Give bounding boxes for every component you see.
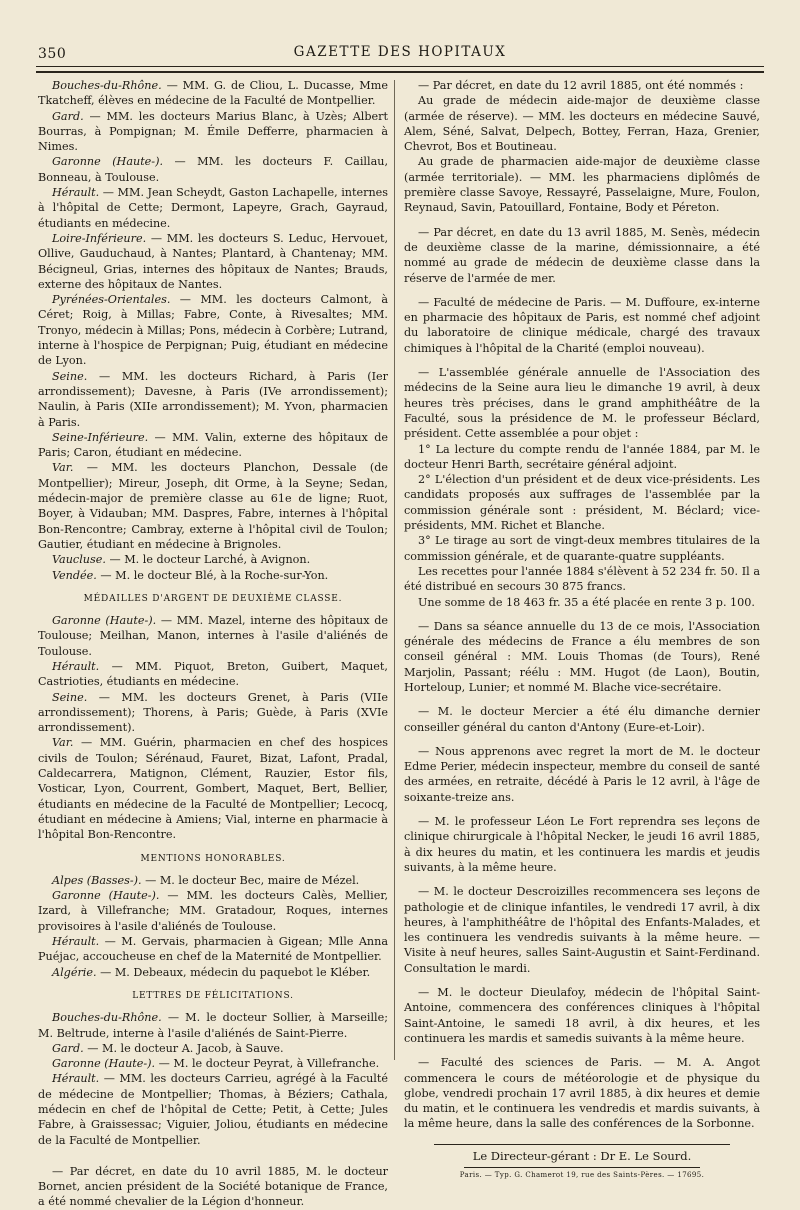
entry-text: — M. Gervais, pharmacien à Gigean; Mlle Anna Puéjac, accoucheuse en chef de la Maternité de Montpellier.: [38, 935, 388, 964]
award-entry: [38, 109, 388, 155]
header-rule: [36, 66, 764, 67]
journal-title: GAZETTE DES HOPITAUX: [293, 44, 507, 60]
signature-rule: [434, 1144, 730, 1145]
entry-text: — M. le docteur Blé, à la Roche-sur-Yon.: [96, 568, 329, 582]
entry-region: Var.: [52, 461, 74, 475]
entry-text: — MM. les docteurs Planchon, Dessale (de Montpellier); Mireur, Joseph, dit Orme, à la Seyne; Sedan, médecin-major de première classe au 61e de ligne; Ruot, Boyer, à Vidauban; MM. Daspres, Fabre, internes à l'hôpital Bon-Rencontre; Cambray, externe à l'hôpital civil de Toulon; Gautier, étudiant en médecine à Brignoles.: [38, 461, 388, 551]
entry-region: Alpes (Basses-).: [52, 873, 142, 887]
header-rule-thick: [36, 71, 764, 73]
news-paragraph: — M. le docteur Descroizilles recommencera ses leçons de pathologie et de clinique infantiles, le vendredi 17 avril, à dix heures, à l'amphithéâtre de l'hôpital des Enfants-Malades, et les continuera les vendredis suivants à la même heure. — Visite à neuf heures, salles Saint-Augustin et Saint-Ferdinand. Consultation le mardi.: [404, 885, 760, 975]
entry-text: — MM. les docteurs Calmont, à Céret; Roig, à Millas; Fabre, Conte, à Rivesaltes; MM. Tronyo, médecin à Millas; Pons, médecin à Corbère; Lutrand, interne à l'hospice de Perpignan; Puig, étudiant en médecine de Lyon.: [38, 293, 388, 368]
entry-text: — M. Debeaux, médecin du paquebot le Kléber.: [96, 965, 371, 979]
entry-region: Hérault.: [52, 935, 100, 949]
news-paragraph: 3° Le tirage au sort de vingt-deux membres titulaires de la commission générale, et de quarante-quatre suppléants.: [404, 534, 760, 563]
entry-region: Var.: [52, 736, 74, 750]
entry-region: Loire-Inférieure.: [52, 231, 147, 245]
entry-text: — MM. les docteurs S. Leduc, Hervouet, Ollive, Gauduchaud, à Nantes; Plantard, à Chantenay; MM. Bécigneul, Grias, internes des hôpitaux de Nantes; Brauds, externe des hôpitaux de Nantes.: [38, 231, 388, 291]
printer-imprint: Paris. — Typ. G. Chamerot 19, rue des Saints-Pères. — 17695.: [459, 1171, 705, 1179]
entry-text: — MM. Valin, externe des hôpitaux de Paris; Caron, étudiant en médecine.: [38, 430, 388, 460]
section-heading-honorable-mentions: MENTIONS HONORABLES.: [140, 853, 286, 864]
entry-region: Seine.: [52, 369, 88, 383]
entry-region: Bouches-du-Rhône.: [52, 1011, 162, 1025]
entry-text: — MM. Mazel, interne des hôpitaux de Toulouse; Meilhan, Manon, internes à l'asile d'aliénés de Toulouse.: [38, 614, 389, 658]
news-paragraph: — M. le docteur Mercier a été élu dimanche dernier conseiller général du canton d'Antony (Eure-et-Loir).: [404, 705, 760, 734]
entry-text: — MM. les docteurs Marius Blanc, à Uzès; Albert Bourras, à Pompignan; M. Émile Defferre, pharmacien à Nimes.: [38, 109, 388, 154]
entry-text: — M. le docteur Larché, à Avignon.: [105, 553, 311, 567]
entry-text: — M. le docteur Peyrat, à Villefranche.: [155, 1057, 380, 1071]
news-paragraph: — Faculté de médecine de Paris. — M. Duffoure, ex-interne en pharmacie des hôpitaux de Paris, est nommé chef adjoint du laboratoire de clinique médicale, chargé des travaux chimiques à l'hôpital de la Charité (emploi nouveau).: [404, 295, 760, 355]
entry-region: Garonne (Haute-).: [52, 155, 164, 169]
editor-signature: Le Directeur-gérant : Dr E. Le Sourd.: [472, 1148, 692, 1163]
entry-region: Hérault.: [52, 1072, 100, 1086]
news-items: [404, 78, 760, 1132]
entry-region: Garonne (Haute-).: [52, 614, 157, 628]
honorable-mention-entry: [38, 965, 388, 980]
news-paragraph: — Par décret, en date du 13 avril 1885, M. Senès, médecin de deuxième classe de la marine, démissionnaire, a été nommé au grade de médecin de deuxième classe dans la réserve de l'armée de mer.: [404, 225, 760, 285]
entry-region: Vaucluse.: [52, 553, 106, 567]
news-paragraph: — Par décret, en date du 12 avril 1885, ont été nommés :: [418, 79, 744, 92]
congratulation-entry: [38, 1056, 388, 1071]
award-entry: [38, 292, 388, 368]
entry-text: — MM. les docteurs Carrieu, agrégé à la Faculté de médecine de Montpellier; Thomas, à Béziers; Cathala, médecin en chef de l'hôpital de Cette; Petit, à Cette; Jules Fabre, à Graissessac; Viguier, Joliou, étudiants en médecine de la Faculté de Montpellier.: [38, 1072, 388, 1147]
entry-region: Hérault.: [52, 186, 100, 200]
honorable-mention-entry: [38, 873, 388, 888]
award-entry: [38, 231, 388, 292]
silver-medal-entry: [38, 613, 388, 659]
awards-list-part1: [38, 78, 388, 583]
entry-region: Seine-Inférieure.: [52, 430, 149, 444]
entry-region: Gard.: [52, 1041, 84, 1055]
news-paragraph: Au grade de médecin aide-major de deuxième classe (armée de réserve). — MM. les docteurs en médecine Sauvé, Alem, Séné, Salvat, Delpech, Bottey, Ferran, Haza, Grenier, Chevrot, Bos et Boutineau.: [404, 94, 760, 154]
entry-text: — MM. Jean Scheydt, Gaston Lachapelle, internes à l'hôpital de Cette; Dermont, Lapeyre, Grach, Gayraud, étudiants en médecine.: [38, 186, 389, 230]
column-divider: [394, 80, 395, 1060]
congratulation-entry: [38, 1071, 388, 1147]
entry-text: — MM. les docteurs Grenet, à Paris (VIIe arrondissement); Thorens, à Paris; Guède, à Paris (XVIe arrondissement).: [38, 690, 388, 735]
entry-region: Bouches-du-Rhône.: [52, 79, 162, 92]
honorable-mention-entry: [38, 934, 388, 965]
entry-text: — MM. les docteurs Calès, Mellier, Izard, à Villefranche; MM. Gratadour, Roques, internes provisoires à l'asile d'aliénés de Toulouse.: [38, 889, 389, 933]
decree-paragraph: — Par décret, en date du 10 avril 1885, M. le docteur Bornet, ancien président de la Société botanique de France, a été nommé chevalier de la Légion d'honneur.: [38, 1164, 388, 1209]
congratulation-entry: [38, 1041, 388, 1056]
section-heading-silver-medals: MÉDAILLES D'ARGENT DE DEUXIÈME CLASSE.: [83, 593, 343, 604]
honorable-mentions-list: [38, 873, 388, 980]
congratulation-entry: [38, 1010, 388, 1041]
entry-text: — MM. les docteurs F. Caillau, Bonneau, à Toulouse.: [38, 155, 388, 184]
entry-text: — MM. Guérin, pharmacien en chef des hospices civils de Toulon; Sérénaud, Fauret, Bizat, Lafont, Pradal, Caldecarrera, Matignon, Clément, Rauzier, Estor fils, Vosticar, Lyon, Courrent, Gombert, Maquet, Bert, Bellier, étudiants en médecine de la Faculté de Montpellier; Lecocq, étudiant en médecine à Amiens; Vial, interne en pharmacie à l'hôpital Bon-Rencontre.: [38, 736, 388, 842]
award-entry: [38, 154, 388, 185]
award-entry: [38, 568, 388, 583]
award-entry: [38, 430, 388, 461]
entry-text: — M. le docteur A. Jacob, à Sauve.: [83, 1041, 284, 1055]
news-paragraph: Au grade de pharmacien aide-major de deuxième classe (armée territoriale). — MM. les pharmaciens diplômés de première classe Savoye, Ressayré, Passelaigne, Mure, Foulon, Reynaud, Savin, Patouillard, Fontaine, Body et Péreton.: [404, 155, 760, 215]
news-paragraph: Une somme de 18 463 fr. 35 a été placée en rente 3 p. 100.: [418, 595, 755, 609]
award-entry: [38, 369, 388, 430]
news-paragraph: — Faculté des sciences de Paris. — M. A. Angot commencera le cours de météorologie et de physique du globe, vendredi prochain 17 avril 1885, à dix heures et demie du matin, et le continuera les vendredis et mardis suivants, à la même heure, dans la salle des conférences de la Sorbonne.: [404, 1056, 760, 1131]
news-paragraph: — Dans sa séance annuelle du 13 de ce mois, l'Association générale des médecins de France a élu membres de son conseil général : MM. Louis Thomas (de Tours), René Marjolin, Passant; réélu : MM. Hugot (de Laon), Boutin, Horteloup, Lunier; et nommé M. Blache vice-secrétaire.: [404, 619, 760, 694]
congratulations-list: [38, 1010, 388, 1148]
entry-region: Pyrénées-Orientales.: [52, 293, 171, 307]
entry-text: — MM. Piquot, Breton, Guibert, Maquet, Castrioties, étudiants en médecine.: [38, 659, 388, 689]
news-paragraph: 2° L'élection d'un président et de deux vice-présidents. Les candidats proposés aux suffrages de l'assemblée par la commission générale sont : président, M. Béclard; vice-présidents, MM. Richet et Blanche.: [404, 473, 760, 533]
honorable-mention-entry: [38, 888, 388, 934]
award-entry: [38, 185, 388, 231]
silver-medal-entry: [38, 659, 388, 690]
silver-medal-entry: [38, 735, 388, 842]
entry-region: Gard.: [52, 109, 84, 123]
entry-text: — MM. G. de Cliou, L. Ducasse, Mme Tkatcheff, élèves en médecine de la Faculté de Montpellier.: [38, 79, 388, 108]
award-entry: [38, 460, 388, 552]
page-number: 350: [38, 46, 67, 62]
entry-region: Garonne (Haute-).: [52, 889, 160, 903]
news-paragraph: — Nous apprenons avec regret la mort de M. le docteur Edme Perier, médecin inspecteur, membre du conseil de santé des armées, en retraite, décédé à Paris le 12 avril, à l'âge de soixante-treize ans.: [404, 744, 760, 804]
award-entry: [38, 78, 388, 109]
silver-medal-entry: [38, 690, 388, 736]
right-column: [404, 78, 760, 1183]
entry-text: — MM. les docteurs Richard, à Paris (Ier arrondissement); Davesne, à Paris (IVe arrondissement); Naulin, à Paris (XIIe arrondissement); M. Yvon, pharmacien à Paris.: [38, 369, 388, 429]
section-heading-letters-of-congratulations: LETTRES DE FÉLICITATIONS.: [132, 990, 294, 1001]
entry-text: — M. le docteur Bec, maire de Mézel.: [141, 873, 360, 887]
entry-text: — M. le docteur Sollier, à Marseille; M. Beltrude, interne à l'asile d'aliénés de Saint-Pierre.: [38, 1011, 388, 1040]
news-paragraph: Les recettes pour l'année 1884 s'élèvent à 52 234 fr. 50. Il a été distribué en secours 30 875 francs.: [404, 564, 760, 594]
entry-region: Hérault.: [52, 659, 100, 673]
news-paragraph: — L'assemblée générale annuelle de l'Association des médecins de la Seine aura lieu le dimanche 19 avril, à deux heures très précises, dans le grand amphithéâtre de la Faculté, sous la présidence de M. le professeur Béclard, président. Cette assemblée a pour objet :: [404, 366, 760, 441]
entry-region: Garonne (Haute-).: [52, 1057, 156, 1071]
news-paragraph: — M. le docteur Dieulafoy, médecin de l'hôpital Saint-Antoine, commencera des conférences cliniques à l'hôpital Saint-Antoine, le samedi 18 avril, à dix heures, et les continuera les mardis et samedis suivants à la même heure.: [404, 986, 760, 1045]
entry-region: Algérie.: [52, 965, 97, 979]
silver-medals-list: [38, 613, 388, 842]
news-paragraph: 1° La lecture du compte rendu de l'année 1884, par M. le docteur Henri Barth, secrétaire général adjoint.: [404, 442, 760, 471]
left-column: [38, 78, 388, 1210]
entry-region: Vendée.: [52, 568, 97, 582]
news-paragraph: — M. le professeur Léon Le Fort reprendra ses leçons de clinique chirurgicale à l'hôpital Necker, le jeudi 16 avril 1885, à dix heures du matin, et les continuera les mardis et jeudis suivants, à la même heure.: [404, 815, 760, 874]
award-entry: [38, 552, 388, 567]
entry-region: Seine.: [52, 690, 88, 704]
